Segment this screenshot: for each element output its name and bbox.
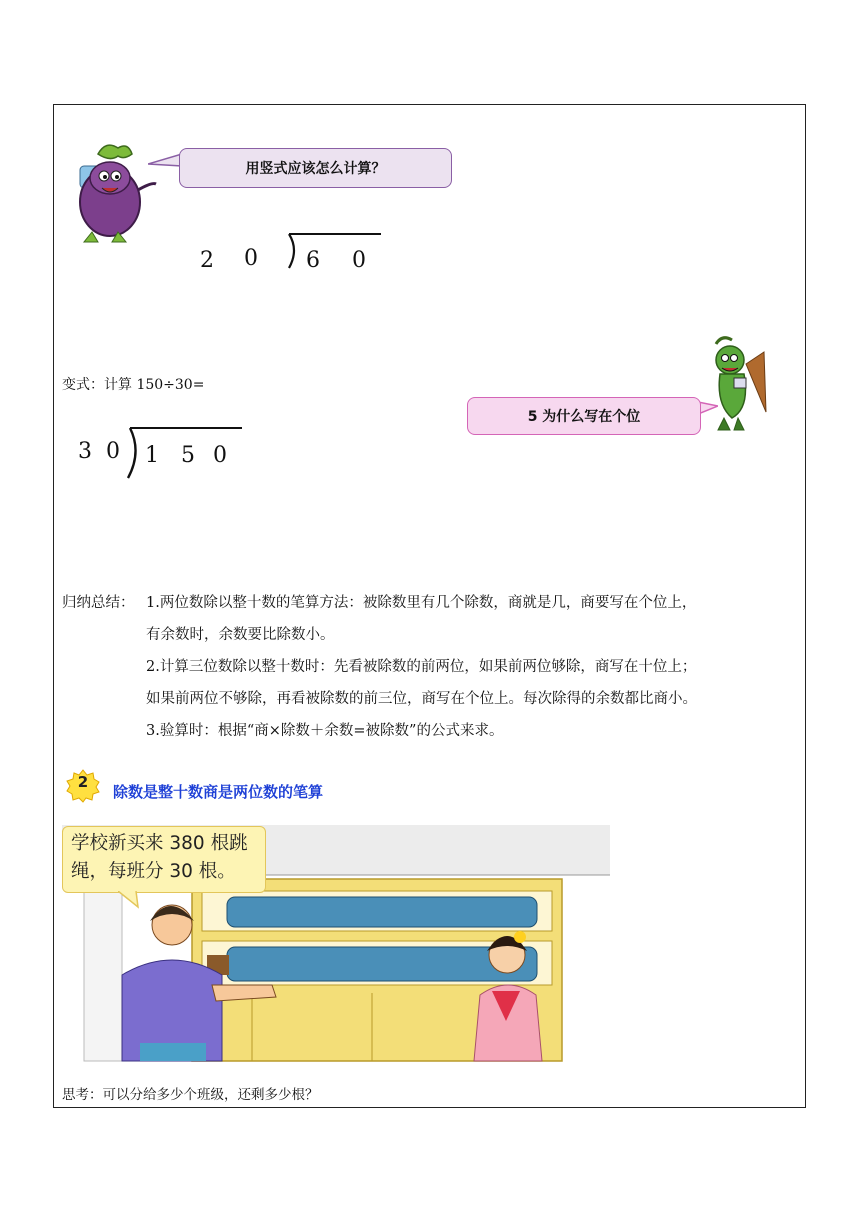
dividend-digit: 0 <box>213 443 227 468</box>
question-bubble <box>179 148 452 188</box>
summary-line: 1.两位数除以整十数的笔算方法：被除数里有几个除数，商就是几，商要写在个位上， <box>146 595 697 611</box>
summary-line: 有余数时，余数要比除数小。 <box>146 627 335 643</box>
hint-bubble <box>467 397 701 435</box>
dividend-digit: 1 <box>145 443 159 468</box>
speech-line: 学校新买来 380 根跳 <box>71 833 248 854</box>
dividend-digit: 6 <box>306 248 320 273</box>
summary-label: 归纳总结： <box>62 595 135 611</box>
summary-line: 如果前两位不够除，再看被除数的前三位，商写在个位上。每次除得的余数都比商小。 <box>146 691 697 707</box>
divisor-digit: 2 <box>200 248 214 273</box>
bubble-pointer-icon <box>148 152 182 170</box>
question-bubble-text: 用竖式应该怎么计算？ <box>245 161 386 177</box>
eggplant-character-icon <box>58 132 162 248</box>
speech-pointer-icon <box>118 891 142 909</box>
hint-bubble-text: 5 为什么写在个位 <box>527 409 641 425</box>
teacher-speech-bubble <box>62 826 266 893</box>
think-question: 思考：可以分给多少个班级，还剩多少根？ <box>62 1087 319 1103</box>
speech-line: 绳，每班分 30 根。 <box>71 861 236 882</box>
green-bean-character-icon <box>706 334 770 436</box>
dividend-digit: 5 <box>181 443 195 468</box>
variant-label: 变式：计算 150÷30= <box>62 377 205 393</box>
divisor-digit: 0 <box>106 439 120 464</box>
summary-line: 2.计算三位数除以整十数时：先看被除数的前两位，如果前两位够除，商写在十位上； <box>146 659 697 675</box>
divisor-digit: 3 <box>78 439 92 464</box>
dividend-digit: 0 <box>352 248 366 273</box>
section-number: 2 <box>77 773 89 791</box>
divisor-digit: 0 <box>244 246 258 271</box>
summary-line: 3.验算时：根据“商×除数＋余数=被除数”的公式来求。 <box>146 723 504 739</box>
section-title: 除数是整十数商是两位数的笔算 <box>113 783 324 801</box>
long-division-bracket <box>283 230 383 272</box>
